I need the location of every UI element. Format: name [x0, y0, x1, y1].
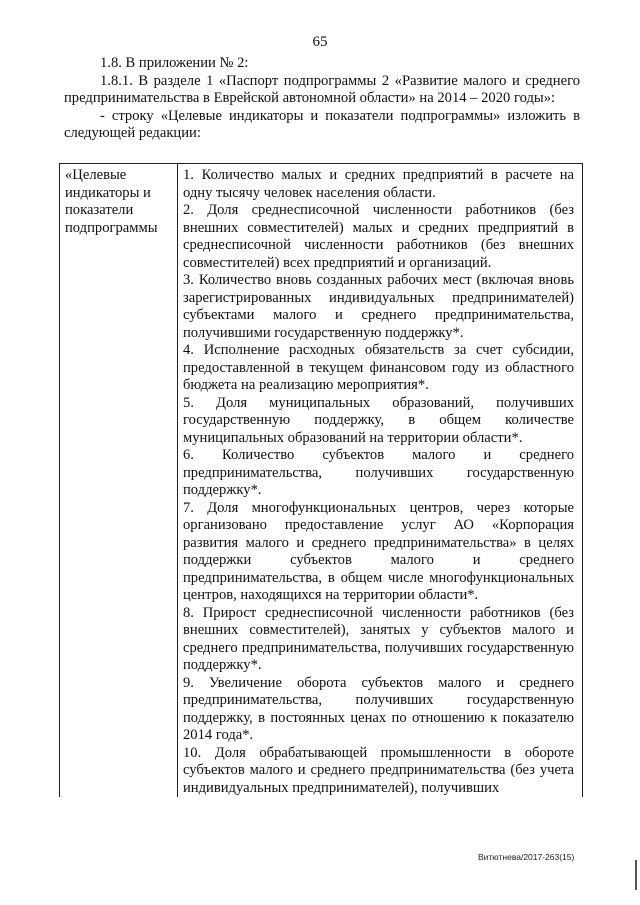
page-number: 65: [312, 34, 328, 50]
intro-paragraph-3: - строку «Целевые индикаторы и показатели подпрограммы» изложить в следующей редакции:: [64, 107, 580, 141]
indicators-label-cell: «Целевые индикаторы и показатели подпрограммы: [60, 164, 178, 798]
table-row: [60, 164, 583, 798]
intro-text: [64, 55, 580, 143]
indicator-item-2: 2. Доля среднесписочной численности работников (без внешних совместителей) малых и средних предприятий в среднесписочной численности работников (без внешних совместителей) всех предприятий и организаций.: [183, 202, 574, 271]
indicators-table: [59, 163, 583, 797]
intro-paragraph-2: 1.8.1. В разделе 1 «Паспорт подпрограммы 2 «Развитие малого и среднего предпринимательства в Еврейской автономной области» на 2014 – 2020 годы»:: [64, 72, 580, 106]
indicators-list-cell: [178, 164, 583, 798]
indicator-item-5: 5. Доля муниципальных образований, получивших государственную поддержку, в общем количестве муниципальных образований на территории области*.: [183, 394, 574, 446]
document-stamp: Витютнева/2017-263(15): [478, 852, 575, 862]
indicator-item-4: 4. Исполнение расходных обязательств за счет субсидии, предоставленной в текущем финансовом году из областного бюджета на реализацию мероприятия*.: [183, 342, 574, 393]
scan-edge-mark: [635, 860, 637, 890]
intro-paragraph-1: 1.8. В приложении № 2:: [100, 55, 249, 71]
indicator-item-3: 3. Количество вновь созданных рабочих мест (включая вновь зарегистрированных индивидуальных предпринимателей) субъектами малого и среднего предпринимательства, получившими государственную поддержку*.: [183, 272, 574, 341]
indicator-item-6: 6. Количество субъектов малого и среднего предпринимательства, получивших государственную поддержку*.: [183, 447, 574, 498]
indicator-item-1: 1. Количество малых и средних предприятий в расчете на одну тысячу человек населения области.: [183, 167, 574, 201]
indicator-item-8: 8. Прирост среднесписочной численности работников (без внешних совместителей), занятых у субъектов малого и среднего предпринимательства, получивших государственную поддержку*.: [183, 604, 574, 673]
indicator-item-7: 7. Доля многофункциональных центров, через которые организовано предоставление услуг АО «Корпорация развития малого и среднего предпринимательства» в целях поддержки субъектов малого и среднего предпринимательства, в общем числе многофункциональных центров, находящихся на территории области*.: [183, 499, 574, 603]
indicator-item-10: 10. Доля обрабатывающей промышленности в обороте субъектов малого и среднего предпринимательства (без учета индивидуальных предпринимателей), получивших: [183, 744, 574, 796]
indicator-item-9: 9. Увеличение оборота субъектов малого и среднего предпринимательства, получивших государственную поддержку, в постоянных ценах по отношению к показателю 2014 года*.: [183, 674, 574, 743]
